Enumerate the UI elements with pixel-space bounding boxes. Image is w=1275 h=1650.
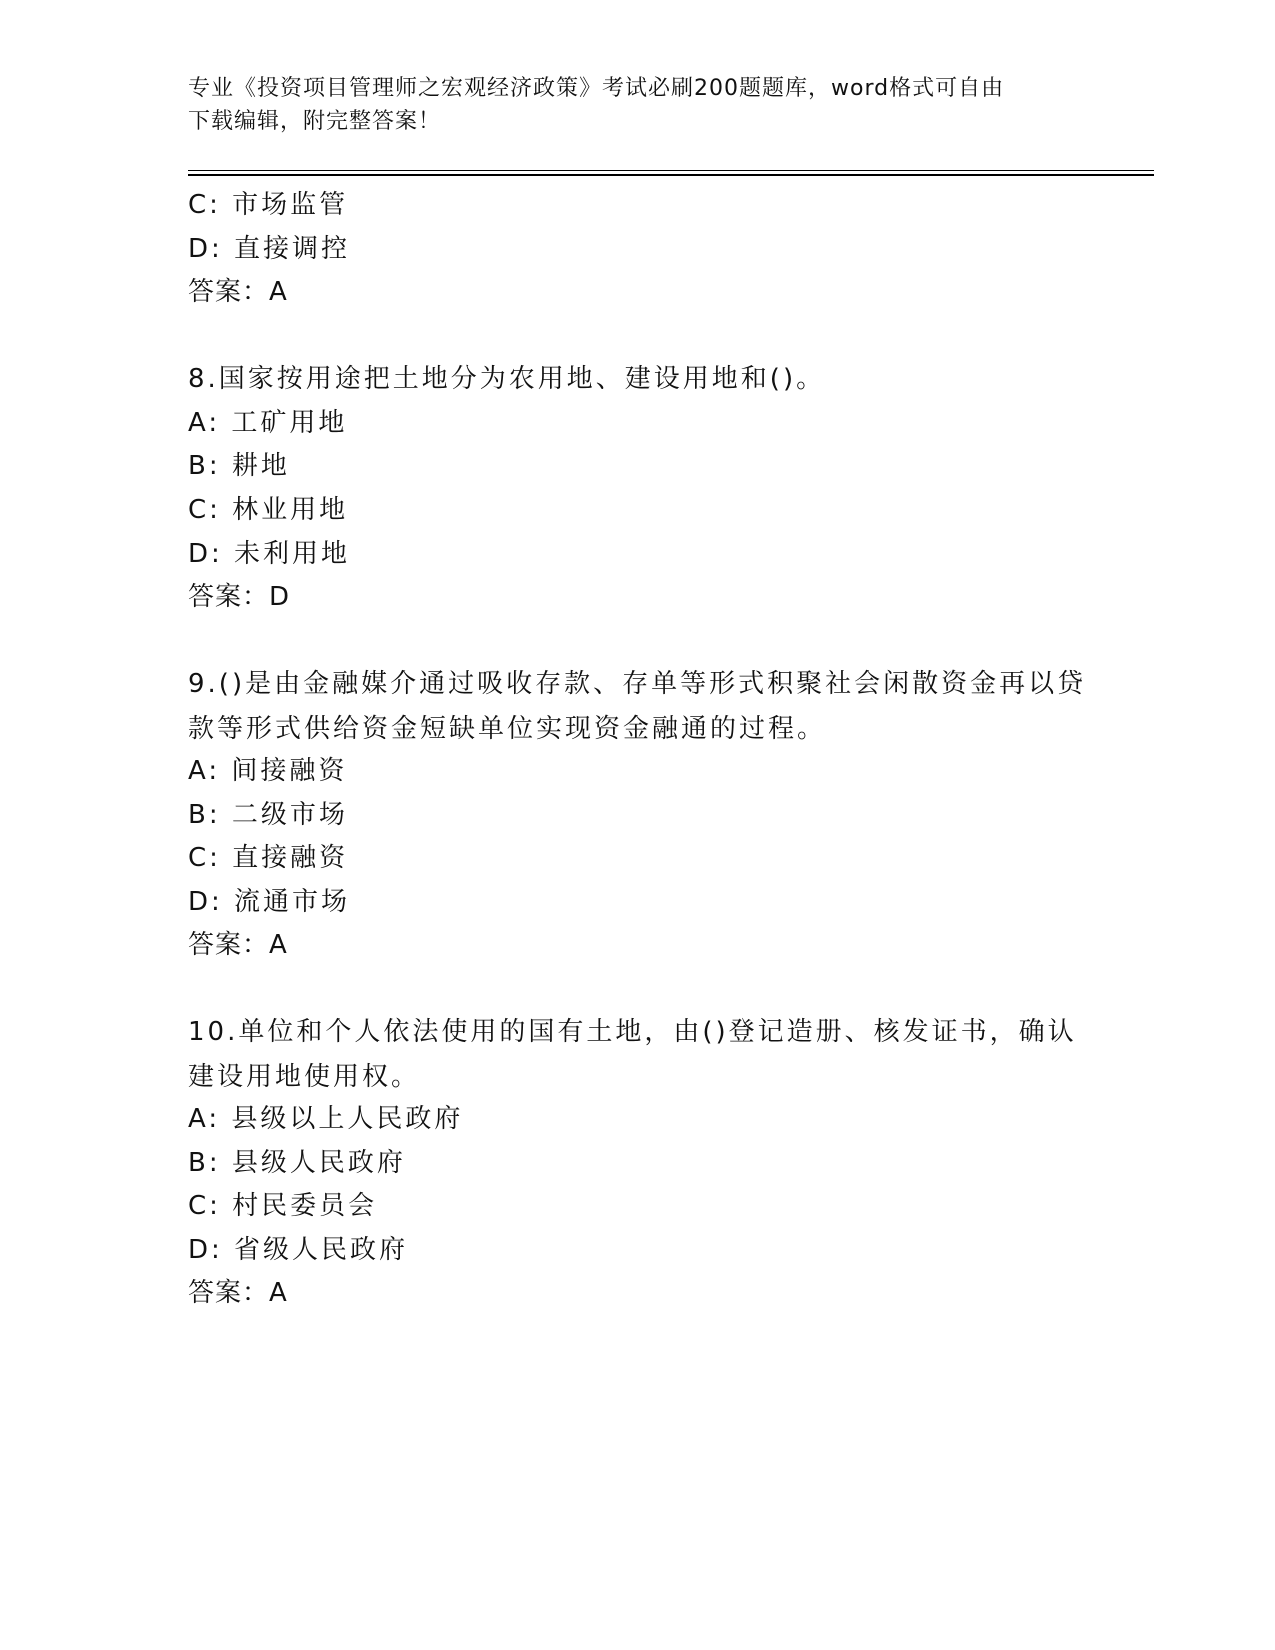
header-divider-top xyxy=(188,170,1154,171)
q7-option-d: D: 直接调控 xyxy=(188,234,351,264)
q8-stem: 8.国家按用途把土地分为农用地、建设用地和()。 xyxy=(188,364,826,394)
document-header xyxy=(188,72,1088,138)
q8-option-a: A: 工矿用地 xyxy=(188,408,348,438)
q8-option-b: B: 耕地 xyxy=(188,451,290,481)
q9-option-c: C: 直接融资 xyxy=(188,843,349,873)
q10-option-c: C: 村民委员会 xyxy=(188,1191,378,1221)
q9-stem: 9.()是由金融媒介通过吸收存款、存单等形式积聚社会闲散资金再以贷款等形式供给资金短缺单位实现资金融通的过程。 xyxy=(188,669,1087,744)
header-line-2: 下载编辑，附完整答案！ xyxy=(188,109,442,134)
q8-answer: 答案：D xyxy=(188,582,291,612)
q9-option-d: D: 流通市场 xyxy=(188,887,351,917)
q10-answer: 答案：A xyxy=(188,1278,288,1308)
q9-option-a: A: 间接融资 xyxy=(188,756,348,786)
q9-option-b: B: 二级市场 xyxy=(188,800,348,830)
q10-stem: 10.单位和个人依法使用的国有土地，由()登记造册、核发证书，确认建设用地使用权。 xyxy=(188,1017,1077,1092)
q10-option-d: D: 省级人民政府 xyxy=(188,1235,409,1265)
q7-option-c: C: 市场监管 xyxy=(188,190,349,220)
q10-option-a: A: 县级以上人民政府 xyxy=(188,1104,464,1134)
q7-answer: 答案：A xyxy=(188,277,288,307)
header-divider-bottom xyxy=(188,174,1154,176)
q8-option-d: D: 未利用地 xyxy=(188,539,351,569)
header-line-1: 专业《投资项目管理师之宏观经济政策》考试必刷200题题库，word格式可自由 xyxy=(188,76,1005,101)
q8-option-c: C: 林业用地 xyxy=(188,495,349,525)
q9-answer: 答案：A xyxy=(188,930,288,960)
q10-option-b: B: 县级人民政府 xyxy=(188,1148,406,1178)
